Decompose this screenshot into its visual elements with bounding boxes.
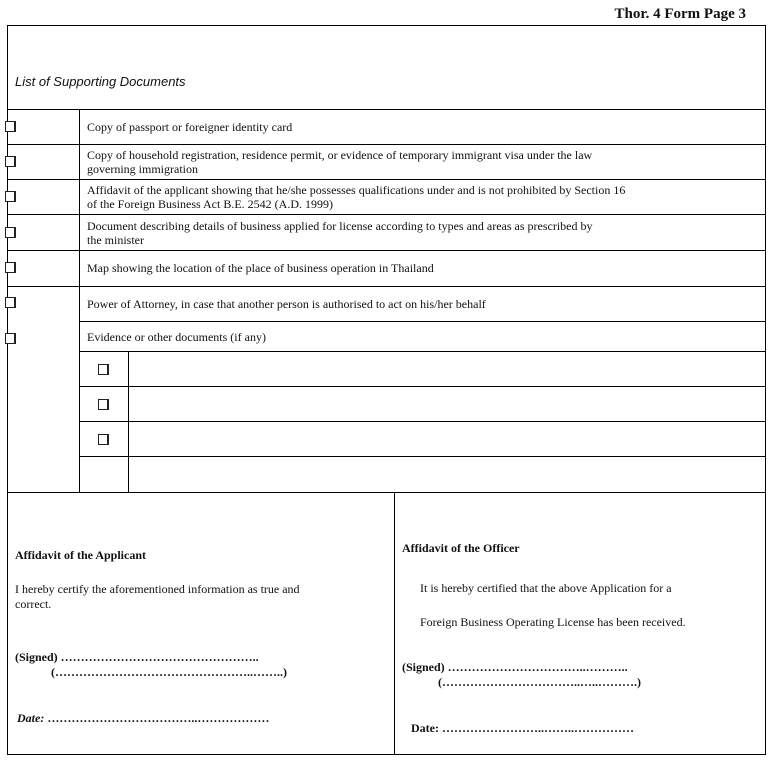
document-checkbox[interactable] bbox=[5, 333, 16, 344]
other-document-checkbox[interactable] bbox=[98, 399, 109, 410]
other-document-field[interactable] bbox=[130, 352, 765, 385]
document-checkbox[interactable] bbox=[5, 191, 16, 202]
applicant-text-line: I hereby certify the aforementioned information as true and bbox=[15, 582, 300, 596]
document-line: Affidavit of the applicant showing that he/she possesses qualifications under and is not prohibited by Section 16 bbox=[87, 183, 626, 197]
document-line: Evidence or other documents (if any) bbox=[87, 330, 266, 344]
other-document-checkbox[interactable] bbox=[98, 364, 109, 375]
other-document-checkbox[interactable] bbox=[98, 434, 109, 445]
document-line: Map showing the location of the place of business operation in Thailand bbox=[87, 261, 434, 275]
applicant-text-line: correct. bbox=[15, 597, 52, 611]
applicant-signature-line[interactable]: (Signed) ………………………………………….. bbox=[15, 650, 259, 664]
document-item-text bbox=[87, 297, 727, 311]
document-checkbox[interactable] bbox=[5, 262, 16, 273]
page-label: Thor. 4 Form Page 3 bbox=[614, 6, 746, 22]
officer-name-line[interactable]: (……………………………..…..……….) bbox=[438, 675, 641, 689]
other-document-field[interactable] bbox=[130, 457, 765, 491]
officer-date-dots: ……………………..……..…………… bbox=[438, 721, 634, 735]
document-item-text bbox=[87, 183, 727, 211]
section-title: List of Supporting Documents bbox=[15, 74, 186, 89]
row-divider bbox=[7, 109, 766, 110]
applicant-date-label: Date: bbox=[17, 711, 45, 725]
row-divider bbox=[7, 144, 766, 145]
row-divider bbox=[7, 286, 766, 287]
document-item-text bbox=[87, 219, 727, 247]
document-line: of the Foreign Business Act B.E. 2542 (A.D. 1999) bbox=[87, 197, 333, 211]
applicant-date-dots: ………………………………..……………… bbox=[44, 711, 270, 725]
other-document-field[interactable] bbox=[130, 422, 765, 455]
document-line: governing immigration bbox=[87, 162, 198, 176]
document-line: Power of Attorney, in case that another person is authorised to act on his/her behalf bbox=[87, 297, 486, 311]
document-item-text bbox=[87, 261, 727, 275]
officer-date-line[interactable] bbox=[411, 721, 634, 736]
document-line: Document describing details of business applied for license according to types and areas as prescribed by bbox=[87, 219, 593, 233]
officer-affidavit-text bbox=[420, 581, 686, 630]
document-checkbox[interactable] bbox=[5, 227, 16, 238]
column-divider bbox=[394, 492, 395, 755]
column-divider bbox=[128, 351, 129, 492]
officer-affidavit-title: Affidavit of the Officer bbox=[402, 541, 520, 555]
officer-signature-line[interactable]: (Signed) ……………………………..……….. bbox=[402, 660, 628, 674]
applicant-affidavit-text bbox=[15, 582, 300, 612]
document-item-text bbox=[87, 330, 727, 344]
row-divider bbox=[7, 179, 766, 180]
officer-text-line: It is hereby certified that the above Application for a bbox=[420, 581, 672, 595]
document-line: Copy of passport or foreigner identity card bbox=[87, 120, 293, 134]
column-divider bbox=[79, 109, 80, 492]
row-divider bbox=[7, 250, 766, 251]
document-checkbox[interactable] bbox=[5, 121, 16, 132]
row-divider bbox=[7, 214, 766, 215]
document-line: the minister bbox=[87, 233, 144, 247]
other-document-field[interactable] bbox=[130, 387, 765, 420]
document-item-text bbox=[87, 120, 727, 134]
document-item-text bbox=[87, 148, 727, 176]
document-line: Copy of household registration, residence permit, or evidence of temporary immigrant visa under the law bbox=[87, 148, 593, 162]
applicant-affidavit-title: Affidavit of the Applicant bbox=[15, 548, 147, 562]
document-checkbox[interactable] bbox=[5, 156, 16, 167]
applicant-date-line[interactable] bbox=[17, 711, 269, 726]
officer-date-label: Date: bbox=[411, 721, 439, 735]
applicant-name-line[interactable]: (…………………………………………..……..) bbox=[51, 665, 287, 679]
row-divider bbox=[7, 492, 766, 493]
row-divider bbox=[79, 321, 766, 322]
officer-text-line: Foreign Business Operating License has been received. bbox=[420, 615, 686, 629]
document-checkbox[interactable] bbox=[5, 297, 16, 308]
